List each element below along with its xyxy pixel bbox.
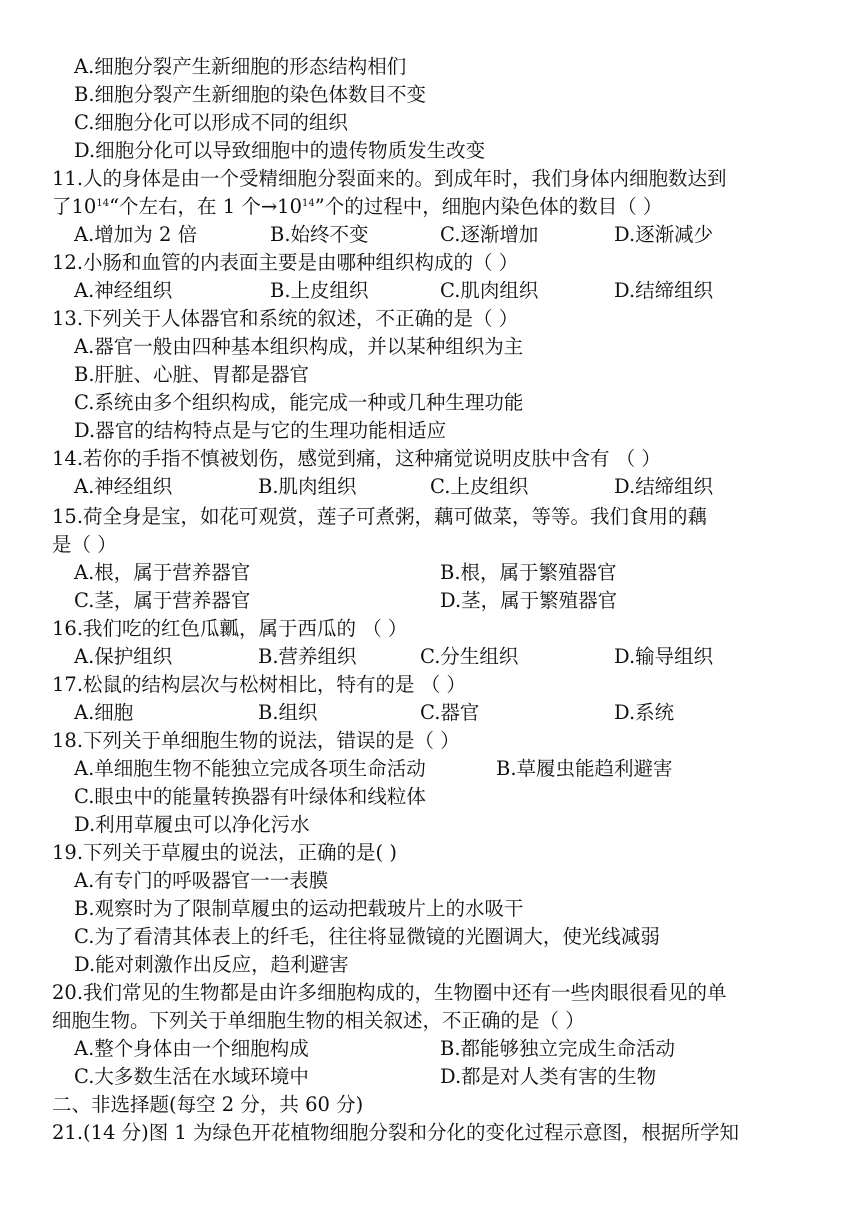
q13-option-b: B.肝脏、心脏、胃都是器官 — [74, 363, 310, 386]
q13-option-c: C.系统由多个组织构成，能完成一种或几种生理功能 — [74, 391, 524, 414]
q11-stem-line2 — [52, 193, 662, 221]
q17-option-c: C.器官 — [420, 701, 480, 724]
q18-option-b: B.草履虫能趋利避害 — [496, 757, 673, 780]
q20-option-c: C.大多数生活在水域环境中 — [74, 1065, 309, 1088]
q12-option-b: B.上皮组织 — [270, 279, 369, 302]
q18-option-d: D.利用草履虫可以净化污水 — [74, 813, 310, 836]
q11-text-mid: “个左右，在 1 个→10 — [109, 195, 302, 218]
q18-option-c: C.眼虫中的能量转换器有叶绿体和线粒体 — [74, 785, 426, 808]
q19-option-a: A.有专门的呼吸器官一一表膜 — [74, 869, 329, 892]
q20-option-b: B.都能够独立完成生命活动 — [440, 1037, 676, 1060]
q19-stem: 19.下列关于草履虫的说法，正确的是( ) — [52, 841, 397, 864]
q12-options — [74, 277, 834, 305]
q10-option-b: B.细胞分裂产生新细胞的染色体数目不变 — [74, 83, 427, 106]
q15-options-row1 — [74, 559, 834, 587]
q18-options-row1 — [74, 755, 834, 783]
q10-option-d: D.细胞分化可以导致细胞中的遗传物质发生改变 — [74, 139, 486, 162]
q14-option-a: A.神经组织 — [74, 475, 173, 498]
q12-stem: 12.小肠和血管的内表面主要是由哪种组织构成的（ ） — [52, 251, 519, 274]
q17-options — [74, 699, 834, 727]
q14-stem: 14.若你的手指不慎被划伤，感觉到痛，这种痛觉说明皮肤中含有 （ ） — [52, 447, 661, 470]
q10-option-c: C.细胞分化可以形成不同的组织 — [74, 111, 348, 134]
q12-option-a: A.神经组织 — [74, 279, 173, 302]
q11-stem-line1: 11.人的身体是由一个受精细胞分裂面来的。到成年时，我们身体内细胞数达到 — [52, 167, 727, 190]
q17-option-d: D.系统 — [614, 701, 675, 724]
q14-option-d: D.结缔组织 — [614, 475, 714, 498]
q15-option-a: A.根，属于营养器官 — [74, 561, 251, 584]
q17-stem: 17.松鼠的结构层次与松树相比，特有的是 （ ） — [52, 673, 466, 696]
q11-option-d: D.逐渐减少 — [614, 223, 714, 246]
q21-stem: 21.(14 分)图 1 为绿色开花植物细胞分裂和分化的变化过程示意图，根据所学知 — [52, 1121, 740, 1144]
q18-option-a: A.单细胞生物不能独立完成各项生命活动 — [74, 757, 426, 780]
q17-option-a: A.细胞 — [74, 701, 134, 724]
q17-option-b: B.组织 — [258, 701, 318, 724]
q19-option-c: C.为了看清其体表上的纤毛，往往将显微镜的光圈调大，使光线减弱 — [74, 925, 660, 948]
q20-option-d: D.都是对人类有害的生物 — [440, 1065, 657, 1088]
q10-option-a: A.细胞分裂产生新细胞的形态结构相们 — [74, 55, 407, 78]
q13-stem: 13.下列关于人体器官和系统的叙述，不正确的是（ ） — [52, 307, 519, 330]
q19-option-d: D.能对刺激作出反应，趋利避害 — [74, 953, 349, 976]
q16-option-c: C.分生组织 — [420, 645, 519, 668]
section-heading-nonchoice: 二、非选择题(每空 2 分，共 60 分) — [52, 1093, 364, 1116]
q16-option-b: B.营养组织 — [258, 645, 357, 668]
q16-stem: 16.我们吃的红色瓜瓤，属于西瓜的 （ ） — [52, 617, 408, 640]
q13-option-a: A.器官一般由四种基本组织构成，并以某种组织为主 — [74, 335, 524, 358]
q20-options-row2 — [74, 1063, 834, 1091]
q11-exponent-1: 14 — [96, 198, 110, 209]
q11-text-pre: 了10 — [52, 195, 97, 218]
q11-text-post: ”个的过程中，细胞内染色体的数目（ ） — [314, 195, 663, 218]
q11-options — [74, 221, 834, 249]
q11-exponent-2: 14 — [302, 198, 315, 209]
q16-option-d: D.输导组织 — [614, 645, 714, 668]
q16-option-a: A.保护组织 — [74, 645, 173, 668]
q20-stem-line1: 20.我们常见的生物都是由许多细胞构成的，生物圈中还有一些肉眼很看见的单 — [52, 981, 727, 1004]
q11-option-a: A.增加为 2 倍 — [74, 223, 198, 246]
q11-option-b: B.始终不变 — [270, 223, 369, 246]
q15-options-row2 — [74, 587, 834, 615]
q20-options-row1 — [74, 1035, 834, 1063]
q18-stem: 18.下列关于单细胞生物的说法，错误的是（ ） — [52, 729, 460, 752]
q15-stem-line2: 是（ ） — [52, 533, 117, 556]
q14-options — [74, 473, 834, 501]
q20-option-a: A.整个身体由一个细胞构成 — [74, 1037, 309, 1060]
q19-option-b: B.观察时为了限制草履虫的运动把载玻片上的水吸干 — [74, 897, 524, 920]
q12-option-d: D.结缔组织 — [614, 279, 714, 302]
q13-option-d: D.器官的结构特点是与它的生理功能相适应 — [74, 419, 447, 442]
q15-option-c: C.茎，属于营养器官 — [74, 589, 251, 612]
q15-stem-line1: 15.荷全身是宝，如花可观赏，莲子可煮粥，藕可做菜，等等。我们食用的藕 — [52, 505, 708, 528]
q14-option-c: C.上皮组织 — [430, 475, 529, 498]
q14-option-b: B.肌肉组织 — [258, 475, 357, 498]
q15-option-d: D.茎，属于繁殖器官 — [440, 589, 618, 612]
q12-option-c: C.肌肉组织 — [440, 279, 539, 302]
q11-option-c: C.逐渐增加 — [440, 223, 539, 246]
q16-options — [74, 643, 834, 671]
q20-stem-line2: 细胞生物。下列关于单细胞生物的相关叙述，不正确的是（ ） — [52, 1009, 585, 1032]
q15-option-b: B.根，属于繁殖器官 — [440, 561, 617, 584]
